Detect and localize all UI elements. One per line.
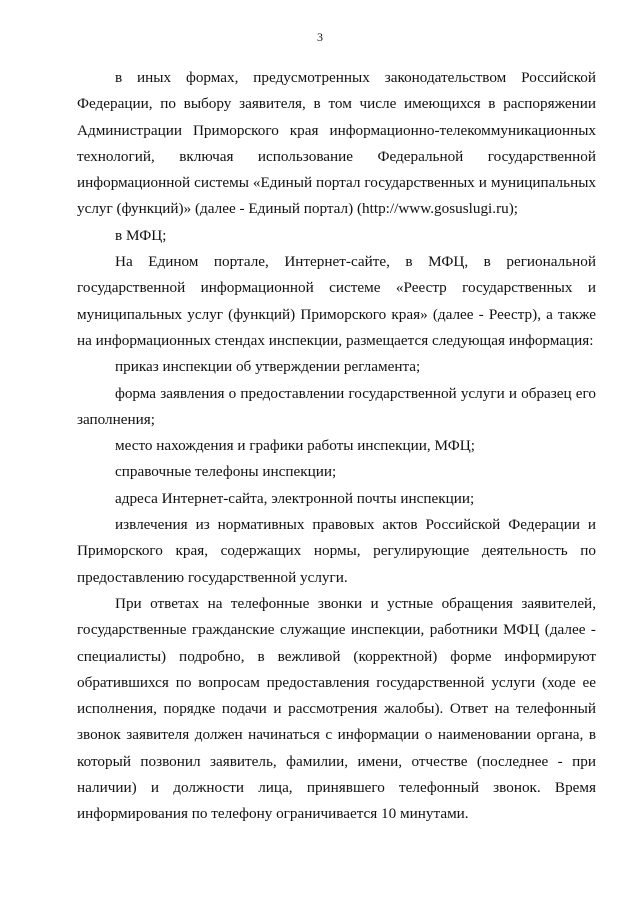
list-item-location-schedule: место нахождения и графики работы инспекции, МФЦ;: [115, 437, 475, 455]
list-item-order: приказ инспекции об утверждении регламента;: [115, 358, 421, 376]
paragraph-mfc: в МФЦ;: [115, 226, 167, 244]
list-item-legal-extracts: извлечения из нормативных правовых актов Российской Федерации и Приморского края, содержащих нормы, регулирующие деятельность по предоставлению государственной услуги.: [77, 516, 596, 586]
page-number: 3: [317, 30, 323, 44]
paragraph-phone-answers: При ответах на телефонные звонки и устные обращения заявителей, государственные гражданские служащие инспекции, работники МФЦ (далее - специалисты) подробно, в вежливой (корректной) форме информируют обратившихся по вопросам предоставления государственной услуги (ходе ее исполнения, порядке подачи и рассмотрения жалобы). Ответ на телефонный звонок заявителя должен начинаться с информации о наименовании органа, в который позвонил заявитель, фамилии, имени, отчестве (последнее - при наличии) и должности лица, принявшего телефонный звонок. Время информирования по телефону ограничивается 10 минутами.: [77, 594, 596, 823]
paragraph-info-placement: На Едином портале, Интернет-сайте, в МФЦ, в региональной государственной информационной системе «Реестр государственных и муниципальных услуг (функций) Приморского края» (далее - Реестр), а также на информационных стендах инспекции, размещается следующая информация:: [77, 253, 596, 349]
list-item-addresses: адреса Интернет-сайта, электронной почты инспекции;: [115, 489, 475, 507]
list-item-phones: справочные телефоны инспекции;: [115, 463, 337, 481]
document-body: [77, 65, 596, 828]
list-item-application-form: форма заявления о предоставлении государственной услуги и образец его заполнения;: [77, 384, 596, 428]
paragraph-other-forms: в иных формах, предусмотренных законодательством Российской Федерации, по выбору заявителя, в том числе имеющихся в распоряжении Администрации Приморского края информационно-телекоммуникационных технологий, включая использование Федеральной государственной информационной системы «Единый портал государственных и муниципальных услуг (функций)» (далее - Единый портал) (http://www.gosuslugi.ru);: [77, 69, 596, 218]
